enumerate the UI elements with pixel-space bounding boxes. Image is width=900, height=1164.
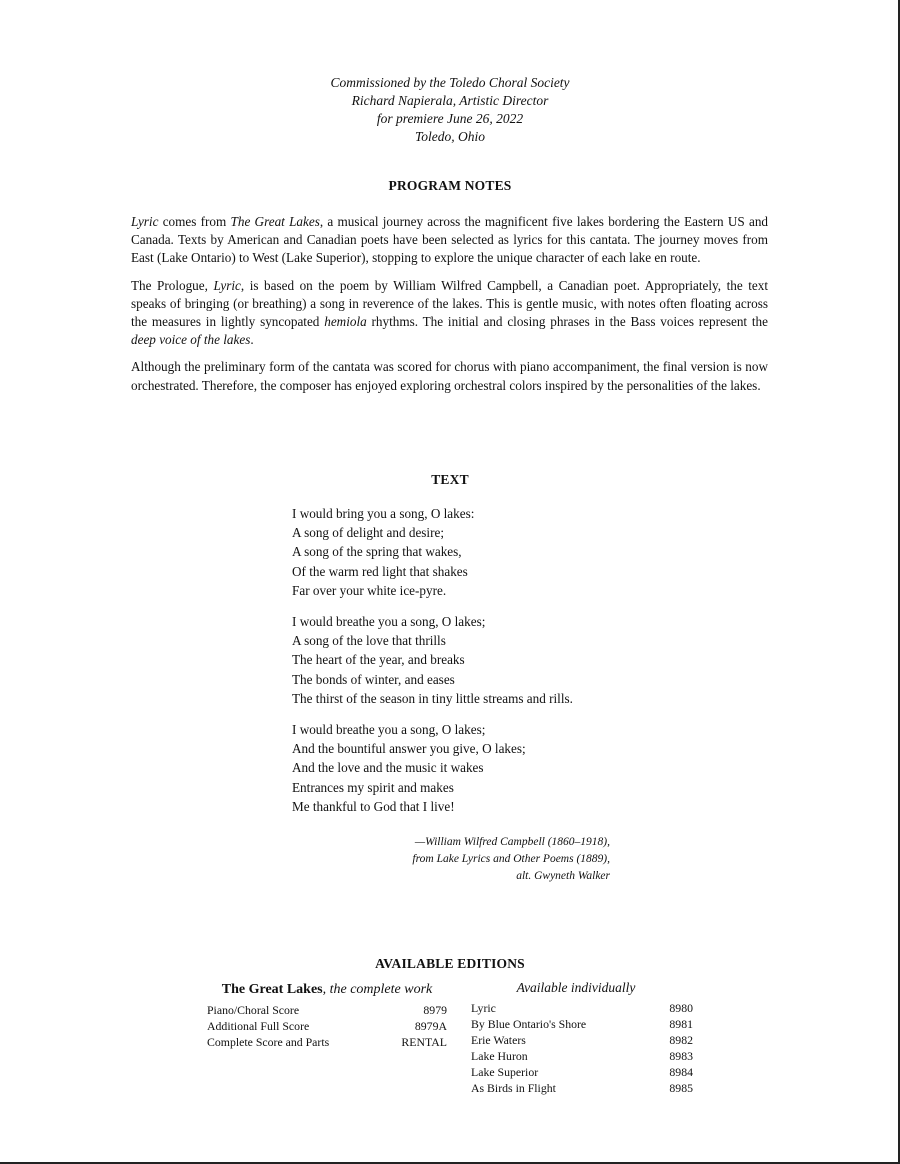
edition-code: 8979 bbox=[423, 1003, 447, 1017]
edition-row bbox=[207, 1002, 447, 1018]
attribution-line: from Lake Lyrics and Other Poems (1889), bbox=[412, 853, 610, 865]
edition-code: 8982 bbox=[669, 1033, 693, 1047]
program-notes bbox=[131, 213, 768, 404]
poem bbox=[292, 504, 712, 828]
edition-row bbox=[471, 1080, 693, 1096]
poem-line: And the love and the music it wakes bbox=[292, 760, 484, 776]
poem-line: The thirst of the season in tiny little streams and rills. bbox=[292, 690, 573, 706]
notes-paragraph-1 bbox=[131, 213, 768, 268]
notes-text: The Prologue, bbox=[131, 277, 214, 293]
edition-code: 8980 bbox=[669, 1001, 693, 1015]
edition-code: 8979A bbox=[414, 1019, 447, 1033]
poem-stanza-1 bbox=[292, 504, 712, 600]
edition-code: RENTAL bbox=[401, 1035, 447, 1049]
poem-stanza-2 bbox=[292, 612, 712, 708]
edition-code: 8981 bbox=[669, 1017, 693, 1031]
editions-heading: AVAILABLE EDITIONS bbox=[375, 956, 525, 971]
edition-row bbox=[471, 1064, 693, 1080]
edition-code: 8983 bbox=[669, 1049, 693, 1063]
poem-line: I would bring you a song, O lakes: bbox=[292, 506, 475, 521]
complete-work-editions bbox=[207, 982, 447, 1050]
poem-line: I would breathe you a song, O lakes; bbox=[292, 722, 486, 738]
poem-line: The bonds of winter, and eases bbox=[292, 671, 455, 687]
notes-italic: The Great Lakes bbox=[230, 214, 320, 229]
poem-line: The heart of the year, and breaks bbox=[292, 652, 465, 668]
edition-name: As Birds in Flight bbox=[471, 1081, 556, 1095]
poem-line: And the bountiful answer you give, O lakes; bbox=[292, 741, 526, 757]
poem-line: Entrances my spirit and makes bbox=[292, 779, 454, 795]
notes-italic: Lyric bbox=[131, 214, 159, 229]
poem-line: Me thankful to God that I live! bbox=[292, 798, 455, 814]
poem-attribution bbox=[300, 834, 610, 885]
commission-line: Richard Napierala, Artistic Director bbox=[351, 93, 549, 108]
notes-italic: hemiola bbox=[324, 314, 367, 330]
notes-paragraph-2 bbox=[131, 277, 768, 350]
poem-line: I would breathe you a song, O lakes; bbox=[292, 614, 486, 630]
program-notes-heading: PROGRAM NOTES bbox=[388, 178, 512, 193]
attribution-line: alt. Gwyneth Walker bbox=[516, 870, 610, 882]
text-heading: TEXT bbox=[431, 472, 469, 487]
edition-name: By Blue Ontario's Shore bbox=[471, 1017, 587, 1031]
edition-row bbox=[207, 1034, 447, 1050]
poem-line: A song of the spring that wakes, bbox=[292, 544, 462, 560]
notes-text: rhythms. The initial and closing phrases in the Bass voices represent the bbox=[366, 314, 768, 330]
edition-row bbox=[471, 1048, 693, 1064]
commission-line: Commissioned by the Toledo Choral Society bbox=[330, 75, 570, 90]
commission-line: for premiere June 26, 2022 bbox=[376, 111, 524, 126]
notes-italic: Lyric bbox=[213, 277, 241, 293]
poem-line: A song of the love that thrills bbox=[292, 633, 446, 649]
poem-line: Far over your white ice-pyre. bbox=[292, 582, 447, 598]
complete-work-title bbox=[207, 982, 447, 998]
edition-name: Complete Score and Parts bbox=[207, 1035, 330, 1049]
edition-name: Erie Waters bbox=[471, 1033, 526, 1047]
edition-code: 8985 bbox=[669, 1081, 693, 1095]
poem-line: A song of delight and desire; bbox=[292, 525, 444, 541]
commission-block bbox=[0, 74, 900, 146]
poem-stanza-3 bbox=[292, 720, 712, 816]
individual-editions bbox=[471, 980, 693, 1096]
edition-row bbox=[207, 1018, 447, 1034]
edition-name: Lake Superior bbox=[471, 1065, 539, 1079]
edition-row bbox=[471, 1000, 693, 1016]
individual-title: Available individually bbox=[516, 980, 636, 995]
notes-paragraph-3: Although the preliminary form of the cantata was scored for chorus with piano accompaniment, the final version is now orchestrated. Therefore, the composer has enjoyed exploring orchestral colors inspired by the personalities of the lakes. bbox=[131, 359, 768, 393]
edition-name: Lake Huron bbox=[471, 1049, 528, 1063]
commission-line: Toledo, Ohio bbox=[414, 129, 485, 144]
attribution-line: —William Wilfred Campbell (1860–1918), bbox=[414, 836, 610, 848]
notes-italic: deep voice of the lakes bbox=[131, 332, 251, 348]
notes-text: . bbox=[250, 332, 254, 348]
edition-row bbox=[471, 1016, 693, 1032]
edition-name: Piano/Choral Score bbox=[207, 1003, 300, 1017]
edition-row bbox=[471, 1032, 693, 1048]
edition-name: Lyric bbox=[471, 1001, 496, 1015]
notes-text: , is based on the poem by William Wilfred Campbell, a Canadian poet. Appropriately, the text speaks of bringing (or breathing) a song in reverence of the lakes. This is gentle music, with notes often floating across the measures in lightly syncopated bbox=[131, 277, 768, 330]
poem-line: Of the warm red light that shakes bbox=[292, 563, 468, 579]
work-subtitle: , the complete work bbox=[322, 982, 433, 997]
work-title: The Great Lakes bbox=[221, 982, 323, 997]
notes-text: comes from bbox=[158, 214, 231, 229]
edition-name: Additional Full Score bbox=[207, 1019, 310, 1033]
edition-code: 8984 bbox=[669, 1065, 693, 1079]
notes-text: , a musical journey across the magnificent five lakes bordering the Eastern US and Canada. Texts by American and Canadian poets have been selected as lyrics for this cantata. The journey moves from East (Lake Ontario) to West (Lake Superior), stopping to explore the unique character of each lake en route. bbox=[131, 214, 769, 266]
